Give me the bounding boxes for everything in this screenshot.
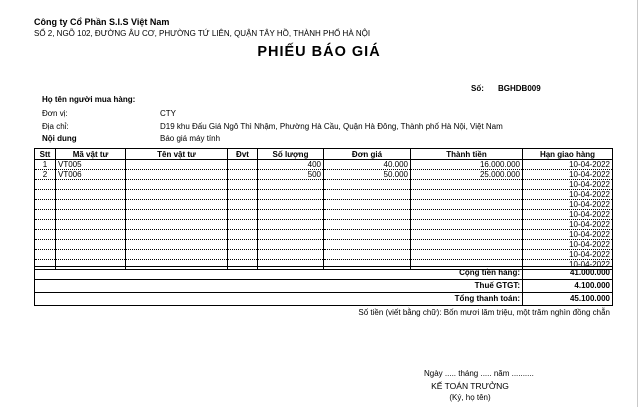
cell-unit bbox=[228, 240, 258, 250]
items-table bbox=[34, 148, 613, 270]
cell-unit-price bbox=[324, 200, 411, 210]
cell-code: VT006 bbox=[56, 170, 126, 180]
column-header-amount: Thành tiền bbox=[411, 149, 523, 160]
cell-quantity bbox=[258, 190, 324, 200]
cell-stt bbox=[35, 210, 56, 220]
cell-name bbox=[126, 230, 228, 240]
cell-name bbox=[126, 210, 228, 220]
column-header-stt: Stt bbox=[35, 149, 56, 160]
cell-delivery-date: 10-04-2022 bbox=[523, 220, 613, 230]
document-number-label: Số: bbox=[471, 84, 484, 93]
cell-unit bbox=[228, 220, 258, 230]
page-edge-divider bbox=[637, 0, 638, 407]
document-title: PHIẾU BÁO GIÁ bbox=[257, 44, 381, 60]
cell-amount: 25.000.000 bbox=[411, 170, 523, 180]
table-body bbox=[35, 160, 613, 270]
signature-title: KẾ TOÁN TRƯỞNG bbox=[431, 381, 509, 391]
table-row bbox=[35, 250, 613, 260]
content-value: Báo giá máy tính bbox=[160, 134, 221, 143]
grand-total-label: Tổng thanh toán: bbox=[35, 293, 523, 306]
table-row bbox=[35, 180, 613, 190]
cell-stt: 1 bbox=[35, 160, 56, 170]
cell-unit bbox=[228, 190, 258, 200]
cell-unit-price: 50.000 bbox=[324, 170, 411, 180]
cell-stt bbox=[35, 230, 56, 240]
column-header-delivery-date: Hạn giao hàng bbox=[523, 149, 613, 160]
totals-table bbox=[34, 266, 613, 306]
content-label: Nội dung bbox=[42, 134, 77, 143]
cell-code bbox=[56, 250, 126, 260]
cell-quantity bbox=[258, 240, 324, 250]
cell-unit-price bbox=[324, 190, 411, 200]
cell-stt bbox=[35, 220, 56, 230]
vat-label: Thuế GTGT: bbox=[35, 280, 523, 293]
cell-delivery-date: 10-04-2022 bbox=[523, 210, 613, 220]
column-header-quantity: Số lượng bbox=[258, 149, 324, 160]
column-header-unit-price: Đơn giá bbox=[324, 149, 411, 160]
table-row bbox=[35, 220, 613, 230]
cell-unit-price bbox=[324, 240, 411, 250]
cell-code bbox=[56, 200, 126, 210]
table-row bbox=[35, 240, 613, 250]
cell-code bbox=[56, 220, 126, 230]
cell-unit bbox=[228, 210, 258, 220]
cell-code bbox=[56, 230, 126, 240]
cell-code: VT005 bbox=[56, 160, 126, 170]
cell-name bbox=[126, 160, 228, 170]
cell-amount bbox=[411, 190, 523, 200]
cell-stt bbox=[35, 240, 56, 250]
table-row bbox=[35, 160, 613, 170]
unit-label: Đơn vị: bbox=[42, 109, 68, 118]
address-value: D19 khu Đấu Giá Ngô Thì Nhậm, Phường Hà Cầu, Quận Hà Đông, Thành phố Hà Nội, Việt Nam bbox=[160, 122, 503, 131]
cell-name bbox=[126, 240, 228, 250]
column-header-name: Tên vật tư bbox=[126, 149, 228, 160]
cell-unit bbox=[228, 180, 258, 190]
cell-name bbox=[126, 190, 228, 200]
cell-unit-price bbox=[324, 230, 411, 240]
cell-delivery-date: 10-04-2022 bbox=[523, 260, 613, 270]
cell-quantity bbox=[258, 180, 324, 190]
cell-amount bbox=[411, 210, 523, 220]
subtotal-label: Cộng tiền hàng: bbox=[35, 267, 523, 280]
cell-amount bbox=[411, 240, 523, 250]
address-label: Địa chỉ: bbox=[42, 122, 69, 131]
company-address: SỐ 2, NGÕ 102, ĐƯỜNG ÂU CƠ, PHƯỜNG TỨ LIÊN, QUẬN TÂY HỒ, THÀNH PHỐ HÀ NỘI bbox=[34, 29, 371, 38]
cell-delivery-date: 10-04-2022 bbox=[523, 230, 613, 240]
vat-row bbox=[35, 280, 613, 293]
cell-quantity bbox=[258, 250, 324, 260]
cell-delivery-date: 10-04-2022 bbox=[523, 170, 613, 180]
cell-stt bbox=[35, 190, 56, 200]
cell-unit-price bbox=[324, 180, 411, 190]
signature-date-line: Ngày ..... tháng ..... năm .......... bbox=[424, 369, 534, 378]
cell-name bbox=[126, 200, 228, 210]
cell-amount bbox=[411, 200, 523, 210]
cell-unit bbox=[228, 230, 258, 240]
cell-amount bbox=[411, 230, 523, 240]
cell-quantity: 500 bbox=[258, 170, 324, 180]
cell-unit-price: 40.000 bbox=[324, 160, 411, 170]
cell-unit-price bbox=[324, 210, 411, 220]
cell-unit-price bbox=[324, 250, 411, 260]
cell-unit bbox=[228, 200, 258, 210]
cell-quantity bbox=[258, 210, 324, 220]
cell-code bbox=[56, 210, 126, 220]
cell-quantity bbox=[258, 230, 324, 240]
cell-quantity: 400 bbox=[258, 160, 324, 170]
grand-total-value: 45.100.000 bbox=[523, 293, 613, 306]
table-row bbox=[35, 210, 613, 220]
cell-delivery-date: 10-04-2022 bbox=[523, 200, 613, 210]
amount-in-words: Số tiền (viết bằng chữ): Bốn mươi lăm triệu, một trăm nghìn đồng chẵn bbox=[358, 308, 610, 317]
cell-name bbox=[126, 180, 228, 190]
column-header-unit: Đvt bbox=[228, 149, 258, 160]
cell-stt bbox=[35, 200, 56, 210]
cell-unit bbox=[228, 250, 258, 260]
cell-quantity bbox=[258, 220, 324, 230]
buyer-name-label: Họ tên người mua hàng: bbox=[42, 95, 136, 104]
document-number: BGHDB009 bbox=[498, 84, 541, 93]
cell-unit-price bbox=[324, 220, 411, 230]
cell-amount: 16.000.000 bbox=[411, 160, 523, 170]
cell-unit bbox=[228, 160, 258, 170]
cell-name bbox=[126, 220, 228, 230]
subtotal-row bbox=[35, 267, 613, 280]
cell-delivery-date: 10-04-2022 bbox=[523, 250, 613, 260]
vat-value: 4.100.000 bbox=[523, 280, 613, 293]
table-row bbox=[35, 200, 613, 210]
signature-note: (Ký, họ tên) bbox=[449, 393, 491, 402]
table-row bbox=[35, 190, 613, 200]
column-header-code: Mã vật tư bbox=[56, 149, 126, 160]
cell-delivery-date: 10-04-2022 bbox=[523, 180, 613, 190]
cell-delivery-date: 10-04-2022 bbox=[523, 240, 613, 250]
subtotal-value: 41.000.000 bbox=[523, 267, 613, 280]
cell-amount bbox=[411, 180, 523, 190]
company-name: Công ty Cổ Phần S.I.S Việt Nam bbox=[34, 17, 170, 27]
table-row bbox=[35, 230, 613, 240]
unit-value: CTY bbox=[160, 109, 176, 118]
table-header-row bbox=[35, 149, 613, 160]
cell-unit bbox=[228, 170, 258, 180]
cell-amount bbox=[411, 220, 523, 230]
cell-quantity bbox=[258, 200, 324, 210]
grand-total-row bbox=[35, 293, 613, 306]
cell-code bbox=[56, 180, 126, 190]
cell-name bbox=[126, 250, 228, 260]
table-row bbox=[35, 170, 613, 180]
cell-delivery-date: 10-04-2022 bbox=[523, 190, 613, 200]
cell-delivery-date: 10-04-2022 bbox=[523, 160, 613, 170]
cell-code bbox=[56, 190, 126, 200]
cell-stt: 2 bbox=[35, 170, 56, 180]
cell-amount bbox=[411, 250, 523, 260]
cell-stt bbox=[35, 250, 56, 260]
cell-stt bbox=[35, 180, 56, 190]
cell-code bbox=[56, 240, 126, 250]
cell-name bbox=[126, 170, 228, 180]
